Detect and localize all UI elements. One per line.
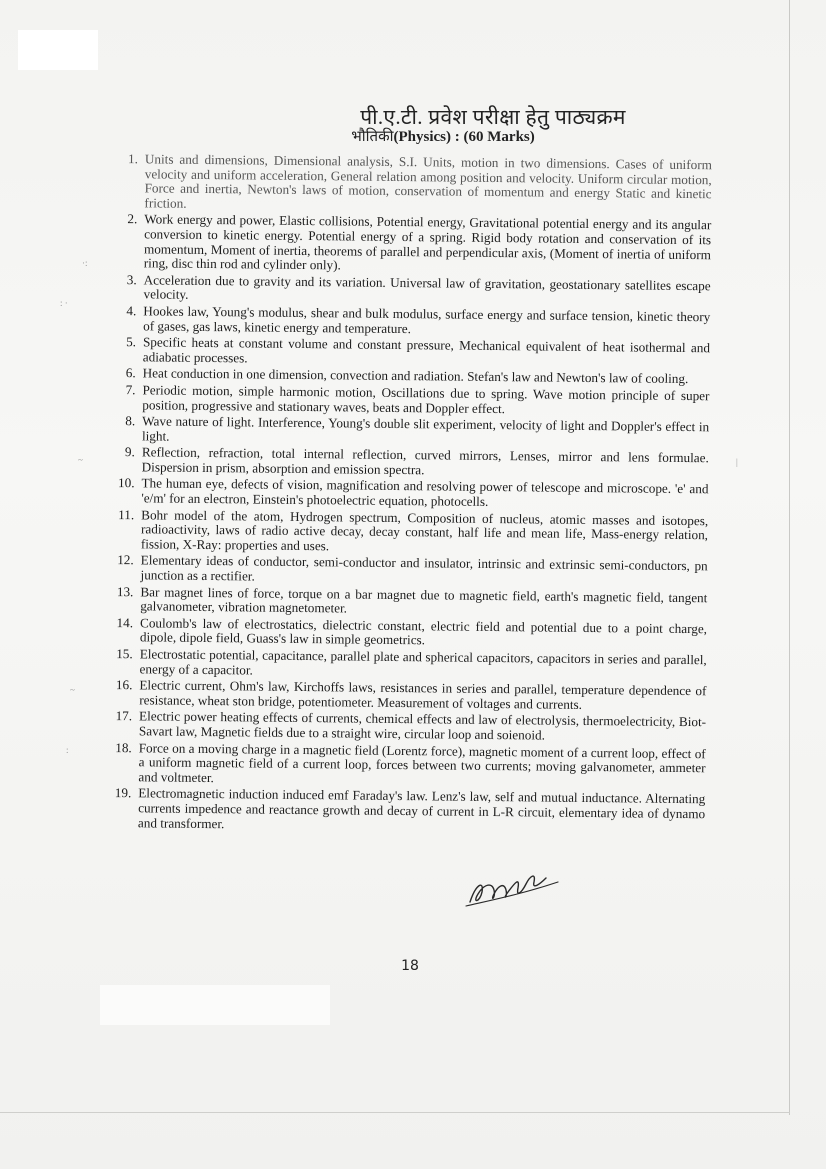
item-number: 14. (116, 614, 134, 631)
item-number: 16. (115, 677, 133, 693)
syllabus-list (105, 152, 712, 838)
syllabus-item (111, 212, 712, 277)
item-text: Periodic motion, simple harmonic motion, Oscillations due to spring. Wave motion principle of super position, progressive and stationary waves, beats and Doppler effect. (142, 382, 710, 416)
item-number: 19. (114, 785, 132, 801)
scan-speck: ·: (82, 258, 88, 268)
item-text: Elementary ideas of conductor, semi-conductor and insulator, intrinsic and extrinsic semi-conductors, pn junction as a rectifier. (140, 552, 708, 584)
subject-hindi: भौतिकी (351, 129, 394, 145)
page-number: 18 (401, 958, 419, 974)
item-text: Hookes law, Young's modulus, shear and bulk modulus, surface energy and surface tension, kinetic theory of gases, gas laws, kinetic energy and temperature. (143, 303, 711, 336)
item-text: Acceleration due to gravity and its variation. Universal law of gravitation, geostationary satellites escape velocity. (143, 272, 711, 303)
item-number: 4. (126, 303, 137, 319)
item-number: 2. (127, 211, 138, 227)
item-number: 6. (125, 365, 136, 381)
scan-speck: : · (60, 298, 68, 308)
syllabus-item (111, 152, 712, 217)
item-text: The human eye, defects of vision, magnification and resolving power of telescope and microscope. 'e' and 'e/m' for an electron, Einstein's photoelectric equation, photocells. (141, 475, 709, 510)
item-text: Wave nature of light. Interference, Young's double slit experiment, velocity of light and Doppler's effect in light. (141, 413, 710, 444)
scan-blank-patch (18, 30, 98, 70)
signature (462, 862, 572, 912)
page-title: पी.ए.टी. प्रवेश परीक्षा हेतु पाठ्यक्रम (360, 105, 626, 129)
syllabus-item (108, 508, 708, 558)
scan-blank-patch (100, 985, 330, 1025)
subject-english: (Physics) (393, 129, 452, 145)
item-number: 3. (126, 271, 137, 288)
item-text: Electric power heating effects of currents, chemical effects and law of electrolysis, thermoelectricity, Biot-Savart law, Magnetic fields due to a straight wire, circular loop and soienoid. (138, 708, 707, 743)
item-number: 15. (116, 646, 133, 662)
scan-edge (789, 0, 790, 1115)
item-text: Work energy and power, Elastic collisions, Potential energy, Gravitational potential energy and its angular conversion to kinetic energy. Potential energy of a spring. Rigid body rotation and conservation of its momentum, Moment of inertia, theorems of parallel and perpendicular axis, (Moment of inertia of uniform ring, disc thin rod and cylinder only). (143, 211, 712, 273)
item-text: Force on a moving charge in a magnetic field (Lorentz force), magnetic moment of a current loop, effect of a uniform magnetic field of a current loop, forces between two currents; moving galvanometer, ammeter and voltmeter. (138, 739, 706, 785)
item-number: 7. (125, 382, 136, 398)
scan-speck: ~ (70, 685, 75, 695)
subject-subtitle (30, 126, 826, 146)
item-text: Reflection, refraction, total internal reflection, curved mirrors, Lenses, mirror and lens formulae. Dispersion in prism, absorption and emission spectra. (141, 444, 709, 478)
item-text: Heat conduction in one dimension, convection and radiation. Stefan's law and Newton's law of cooling. (142, 365, 689, 387)
item-text: Electrostatic potential, capacitance, parallel plate and spherical capacitors, capacitors in series and parallel, energy of a capacitor. (139, 646, 707, 678)
item-text: Electric current, Ohm's law, Kirchoffs laws, resistances in series and parallel, temperature dependence of resistance, wheat ston bridge, potentiometer. Measurement of voltages and currents. (139, 677, 707, 712)
syllabus-item (105, 741, 705, 791)
scan-speck: : (66, 745, 69, 755)
item-number: 5. (126, 334, 137, 350)
item-text: Coulomb's law of electrostatics, dielectric constant, electric field and potential due to a point charge, dipole, dipole field, Guass's law in simple geometrics. (139, 615, 708, 648)
item-text: Bar magnet lines of force, torque on a bar magnet due to magnetic field, earth's magnetic field, tangent galvanometer, vibration magnetometer. (140, 583, 708, 616)
item-number: 11. (118, 506, 135, 522)
item-text: Bohr model of the atom, Hydrogen spectrum, Composition of nucleus, atomic masses and isotopes, radioactivity, laws of radio active decay, decay constant, half life and mean life, Mass-energy relation, fission, X-Ray: properties and uses. (140, 506, 709, 554)
item-number: 18. (115, 739, 132, 755)
item-number: 12. (117, 552, 134, 568)
subject-marks: : (60 Marks) (454, 129, 535, 145)
item-text: Specific heats at constant volume and constant pressure, Mechanical equivalent of heat isothermal and adiabatic processes. (142, 334, 711, 366)
item-text: Units and dimensions, Dimensional analysis, S.I. Units, motion in two dimensions. Cases of uniform velocity and uniform acceleration, General relation among position and velocity. Uniform circular motion, Force and inertia, Newton's laws of motion, conservation of momentum and energy Static and kinetic friction. (144, 151, 712, 211)
scan-edge (0, 1112, 790, 1113)
item-text: Electromagnetic induction induced emf Faraday's law. Lenz's law, self and mutual inductance. Alternating currents impedence and reactance growth and decay of current in L-R circuit, elementary idea of dynamo and transformer. (137, 785, 706, 831)
item-number: 9. (124, 444, 135, 460)
item-number: 13. (116, 583, 134, 599)
scan-speck: | (736, 457, 738, 467)
scan-speck: ~ (78, 455, 83, 465)
item-number: 8. (125, 413, 136, 429)
item-number: 1. (127, 151, 139, 167)
item-number: 17. (115, 708, 133, 724)
item-number: 10. (117, 475, 135, 491)
syllabus-item (105, 786, 705, 836)
